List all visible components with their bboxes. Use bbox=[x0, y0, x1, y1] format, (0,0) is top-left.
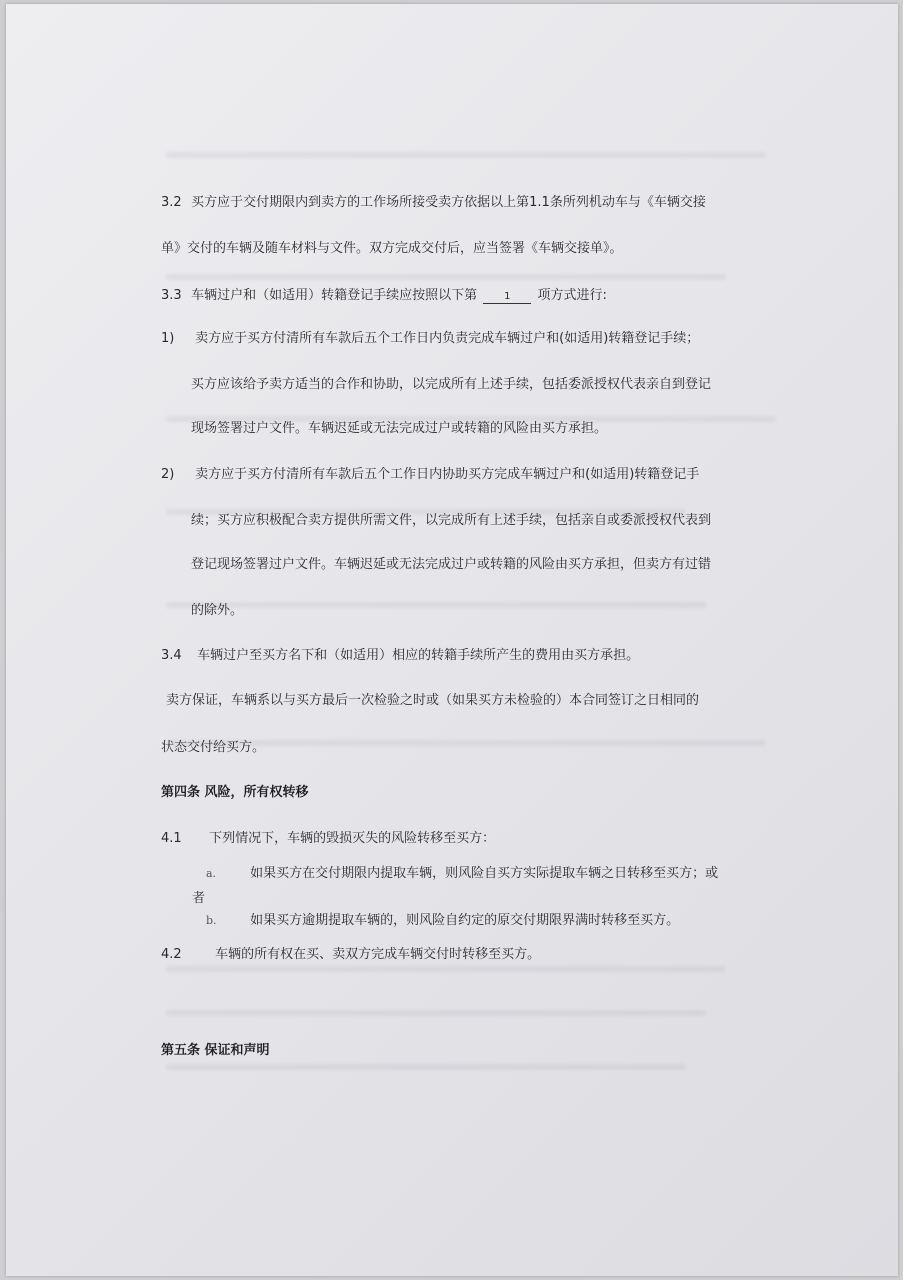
warranty-line-2 bbox=[161, 739, 791, 757]
clause-3-2-line-2 bbox=[161, 240, 791, 258]
clause-3-4 bbox=[161, 647, 791, 665]
list-item-a-wrap bbox=[192, 890, 822, 908]
option-text: 的除外。 bbox=[191, 603, 244, 618]
list-item-text: 如果买方逾期提取车辆的，则风险自约定的原交付期限界满时转移至买方。 bbox=[250, 913, 680, 928]
list-marker: a. bbox=[206, 867, 217, 880]
option-2-line-1 bbox=[161, 466, 791, 484]
clause-number: 3.2 bbox=[161, 195, 182, 210]
bleed-through-line bbox=[166, 1010, 706, 1016]
clause-4-2 bbox=[161, 946, 791, 964]
option-1-line-2 bbox=[191, 376, 821, 394]
article-5-heading: 第五条 保证和声明 bbox=[161, 1043, 270, 1058]
option-text: 卖方应于买方付清所有车款后五个工作日内协助买方完成车辆过户和(如适用)转籍登记手 bbox=[195, 467, 700, 482]
article-4-heading: 第四条 风险，所有权转移 bbox=[161, 785, 309, 800]
bleed-through-line bbox=[166, 1064, 686, 1070]
clause-3-2-line-1 bbox=[161, 194, 791, 212]
option-text: 登记现场签署过户文件。车辆迟延或无法完成过户或转籍的风险由买方承担，但卖方有过错 bbox=[191, 557, 712, 572]
clause-text: 车辆的所有权在买、卖双方完成车辆交付时转移至买方。 bbox=[215, 947, 541, 962]
warranty-line-1 bbox=[166, 692, 796, 710]
bleed-through-line bbox=[166, 966, 726, 972]
clause-text: 项方式进行: bbox=[537, 288, 607, 303]
clause-3-3 bbox=[161, 287, 791, 305]
list-item-text: 者 bbox=[192, 891, 206, 906]
clause-text: 车辆过户和（如适用）转籍登记手续应按照以下第 bbox=[191, 288, 478, 303]
option-text: 现场签署过户文件。车辆迟延或无法完成过户或转籍的风险由买方承担。 bbox=[191, 421, 608, 436]
option-1-line-3 bbox=[191, 420, 821, 438]
bleed-through-line bbox=[166, 274, 726, 280]
warranty-text: 状态交付给买方。 bbox=[161, 740, 266, 755]
list-item-b bbox=[206, 912, 836, 930]
list-marker: b. bbox=[206, 914, 217, 927]
option-2-line-4 bbox=[191, 602, 821, 620]
clause-text: 下列情况下，车辆的毁损灭失的风险转移至买方： bbox=[209, 831, 496, 846]
clause-number: 3.3 bbox=[161, 288, 182, 303]
option-2-line-2 bbox=[191, 512, 821, 530]
option-number: 1) bbox=[161, 331, 175, 346]
warranty-text: 卖方保证，车辆系以与买方最后一次检验之时或（如果买方未检验的）本合同签订之日相同的 bbox=[166, 693, 700, 708]
clause-text: 买方应于交付期限内到卖方的工作场所接受卖方依据以上第1.1条所列机动车与《车辆交接 bbox=[191, 195, 706, 210]
clause-number: 4.1 bbox=[161, 831, 182, 846]
option-1-line-1 bbox=[161, 330, 791, 348]
option-text: 续；买方应积极配合卖方提供所需文件，以完成所有上述手续，包括亲自或委派授权代表到 bbox=[191, 513, 712, 528]
list-item-text: 如果买方在交付期限内提取车辆，则风险自买方实际提取车辆之日转移至买方；或 bbox=[250, 866, 719, 881]
clause-text: 单》交付的车辆及随车材料与文件。双方完成交付后，应当签署《车辆交接单》。 bbox=[161, 241, 623, 256]
clause-number: 3.4 bbox=[161, 648, 182, 663]
list-item-a bbox=[206, 865, 836, 883]
option-text: 卖方应于买方付清所有车款后五个工作日内负责完成车辆过户和(如适用)转籍登记手续； bbox=[195, 331, 700, 346]
option-number: 2) bbox=[161, 467, 175, 482]
filled-blank: 1 bbox=[483, 291, 531, 304]
clause-4-1 bbox=[161, 830, 791, 848]
clause-number: 4.2 bbox=[161, 947, 182, 962]
option-2-line-3 bbox=[191, 556, 821, 574]
document-page bbox=[6, 4, 898, 1276]
option-text: 买方应该给予卖方适当的合作和协助，以完成所有上述手续，包括委派授权代表亲自到登记 bbox=[191, 377, 712, 392]
clause-text: 车辆过户至买方名下和（如适用）相应的转籍手续所产生的费用由买方承担。 bbox=[197, 648, 640, 663]
bleed-through-line bbox=[166, 152, 766, 158]
